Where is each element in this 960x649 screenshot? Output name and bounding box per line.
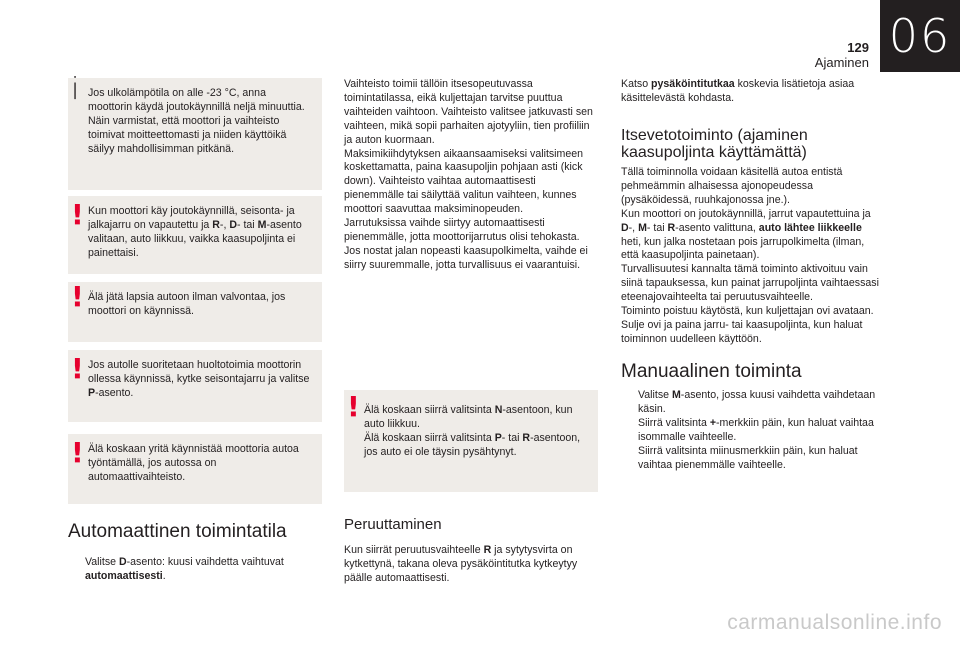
paragraph: Kun moottori on joutokäynnillä, jarrut vapautettuina ja D-, M- tai R-asento valittuna, auto lähtee liikkeelle heti, kun jalka nostetaan pois jarrupolkimelta (ilman, että kaasupoljinta painetaan). [621, 207, 871, 262]
warning-note [68, 196, 322, 274]
paragraph: Tällä toiminnolla voidaan käsitellä autoa entistä pehmeämmin alhaisessa ajonopeudessa (pysäköidessä, ruuhkajonossa jne.). [621, 166, 843, 206]
warning-note-text: Kun moottori käy joutokäynnillä, seisonta- ja jalkajarru on vapautettu ja R-, D- tai M-asento valitaan, auto liikkuu, vaikka kaasupoljinta ei painettaisi. [88, 205, 302, 259]
paragraph: Jos nostat jalan nopeasti kaasupolkimelta, vaihde ei siirry suuremmalle, jotta turvallisuus ei vaarantuisi. [344, 244, 588, 271]
paragraph: Maksimikiihdytyksen aikaansaamiseksi valitsimeen koskettamatta, paina kaasupoljin pohjaan asti (kick down). Vaihteisto vaihtaa automaattisesti pienemmälle tai säilyttää valitun vaihteen, kunnes moottori saavuttaa maksiminopeuden. [344, 147, 584, 216]
col3-creep-text [621, 166, 883, 347]
warning-note-text: Älä koskaan siirrä valitsinta N-asentoon, kun auto liikkuu. Älä koskaan siirrä valitsinta P- tai R-asentoon, jos auto ei ole täysin pysähtynyt. [364, 404, 581, 458]
warning-icon: ! [71, 436, 84, 469]
col2-body [344, 78, 598, 273]
section-heading: Itsevetotoiminto (ajaminen kaasupoljinta käyttämättä) [621, 127, 808, 161]
section-heading: Automaattinen toimintatila [68, 521, 287, 542]
chapter-title: Ajaminen [814, 55, 869, 70]
warning-note-text: Jos autolle suoritetaan huoltotoimia moottorin ollessa käynnissä, kytke seisontajarru ja valitse P-asento. [88, 359, 310, 399]
warning-note-text: Älä koskaan yritä käynnistää moottoria autoa työntämällä, jos autossa on automaattivaihteisto. [88, 443, 299, 483]
col1-body [68, 556, 322, 584]
list-item: Valitse D-asento: kuusi vaihdetta vaihtuvat automaattisesti. [85, 556, 284, 582]
list-item: Siirrä valitsinta miinusmerkkiin päin, kun haluat vaihtaa pienemmälle vaihteelle. [638, 444, 858, 471]
page-number: 129 [847, 40, 869, 55]
list-item: Valitse M-asento, jossa kuusi vaihdetta vaihdetaan käsin. [638, 389, 876, 415]
section-heading: Peruuttaminen [344, 516, 442, 533]
info-note-text: Jos ulkolämpötila on alle -23 °C, anna moottorin käydä joutokäynnillä neljä minuuttia. Näin varmistat, että moottori ja vaihteisto toimivat moitteettomasti ja niiden käyttöikä säilyy mahdollisimman pitkänä. [88, 87, 305, 155]
warning-icon: ! [71, 198, 84, 231]
section-heading: Manuaalinen toiminta [621, 361, 802, 382]
paragraph: Turvallisuutesi kannalta tämä toiminto aktivoituu vain siinä tapauksessa, kun painat jarrupoljinta vaihtaessasi eteenajovaihteelta tai peruutusvaihteelle. [621, 263, 879, 304]
chapter-tab: 06 [880, 0, 960, 72]
warning-icon: ! [71, 352, 84, 385]
warning-note [68, 434, 322, 504]
warning-note [68, 350, 322, 422]
warning-note [68, 282, 322, 342]
col2-reverse-text: Kun siirrät peruutusvaihteelle R ja sytytysvirta on kytkettynä, takana oleva pysäköintitutka kytkeytyy päälle automaattisesti. [344, 544, 578, 584]
paragraph: Vaihteisto toimii tällöin itsesopeutuvassa toimintatilassa, eikä kuljettajan tarvitse puuttua vaihteiden vaihtoon. Vaihteisto valitsee jatkuvasti sen vaihteen, mikä sopii parhaiten ajotyyliin, tien profiiliin ja auton kuormaan. [344, 78, 593, 146]
col3-intro: Katso pysäköintitutkaa koskevia lisätietoja asiaa käsittelevästä kohdasta. [621, 78, 855, 104]
col3-manual-list [621, 389, 883, 472]
info-note [68, 72, 322, 190]
list-item: Siirrä valitsinta +-merkkiin päin, kun haluat vaihtaa isommalle vaihteelle. [638, 416, 874, 443]
warning-icon: ! [347, 390, 360, 423]
warning-note [344, 390, 598, 492]
paragraph: Toiminto poistuu käytöstä, kun kuljettajan ovi avataan. Sulje ovi ja paina jarru- tai kaasupoljinta, kun haluat toiminnon uudelleen käyttöön. [621, 305, 874, 345]
warning-note-text: Älä jätä lapsia autoon ilman valvontaa, jos moottori on käynnissä. [88, 291, 286, 317]
watermark: carmanualsonline.info [727, 611, 942, 634]
info-icon: i [71, 72, 80, 107]
paragraph: Jarrutuksissa vaihde siirtyy automaattisesti pienemmälle, jotta moottorijarrutus olisi tehokasta. [344, 217, 580, 243]
warning-icon: ! [71, 280, 84, 313]
